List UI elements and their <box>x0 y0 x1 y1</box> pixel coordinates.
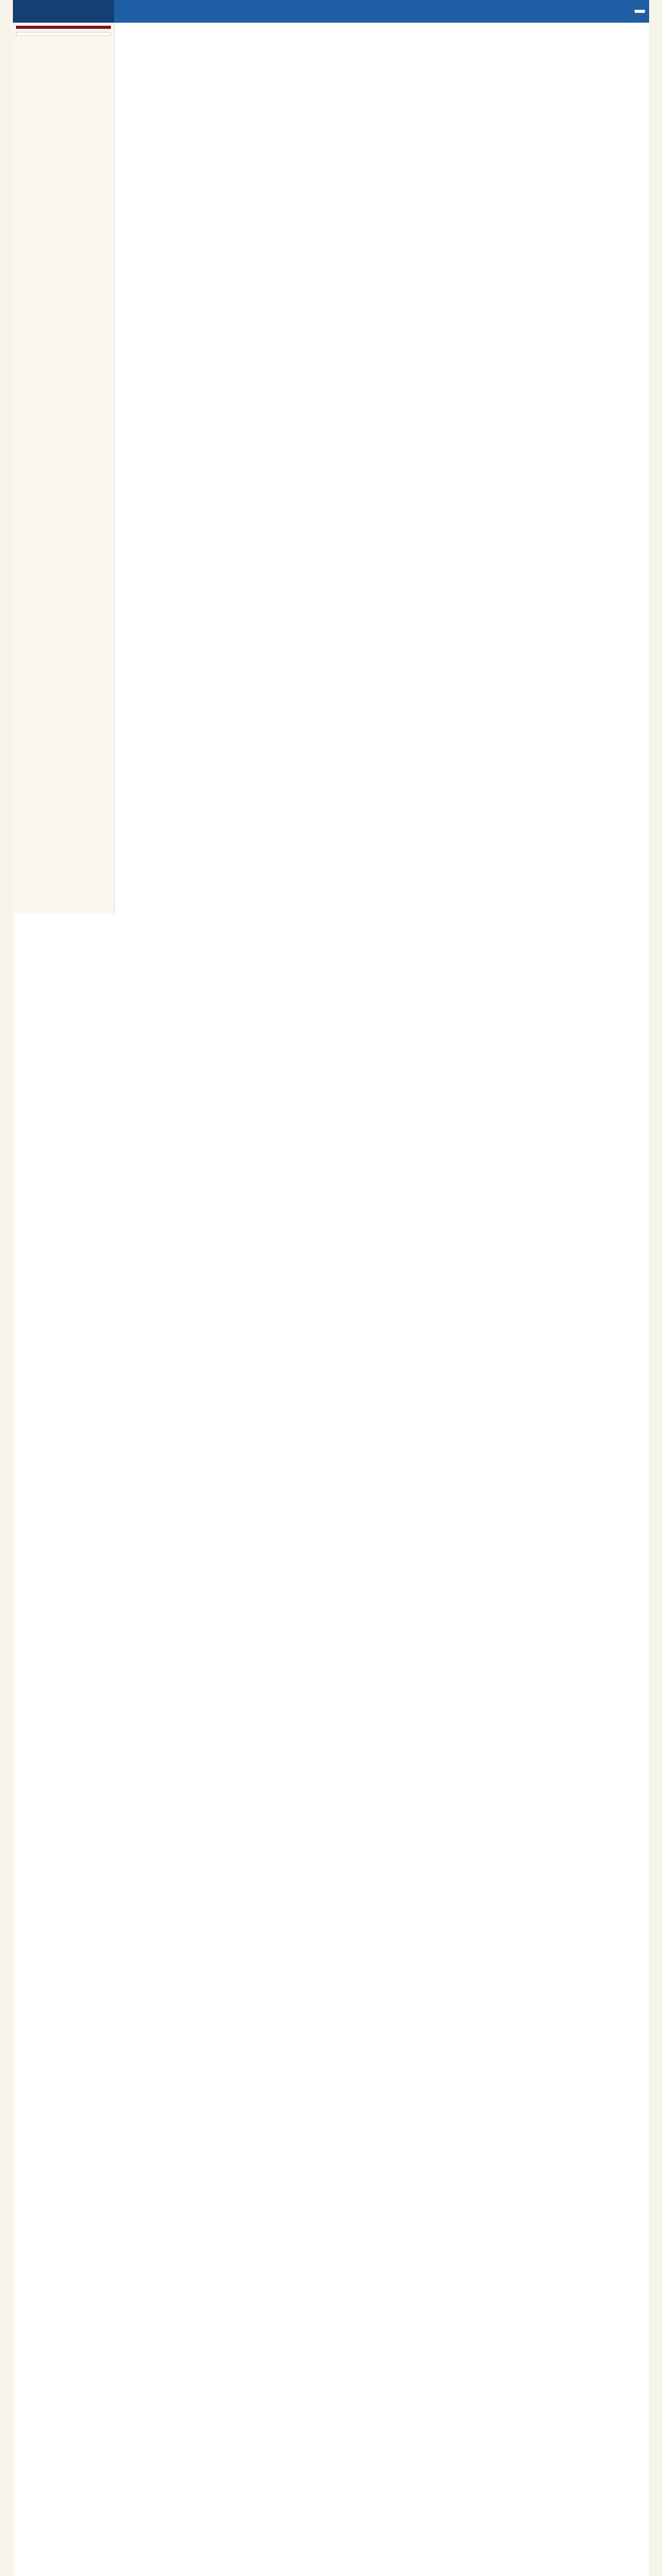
appendix-link[interactable] <box>635 10 645 13</box>
sidebar <box>13 23 114 914</box>
print-select[interactable] <box>16 32 111 36</box>
page <box>13 0 649 2576</box>
site-logo[interactable] <box>13 0 114 23</box>
print-heading <box>16 26 111 29</box>
top-bar <box>13 0 649 23</box>
